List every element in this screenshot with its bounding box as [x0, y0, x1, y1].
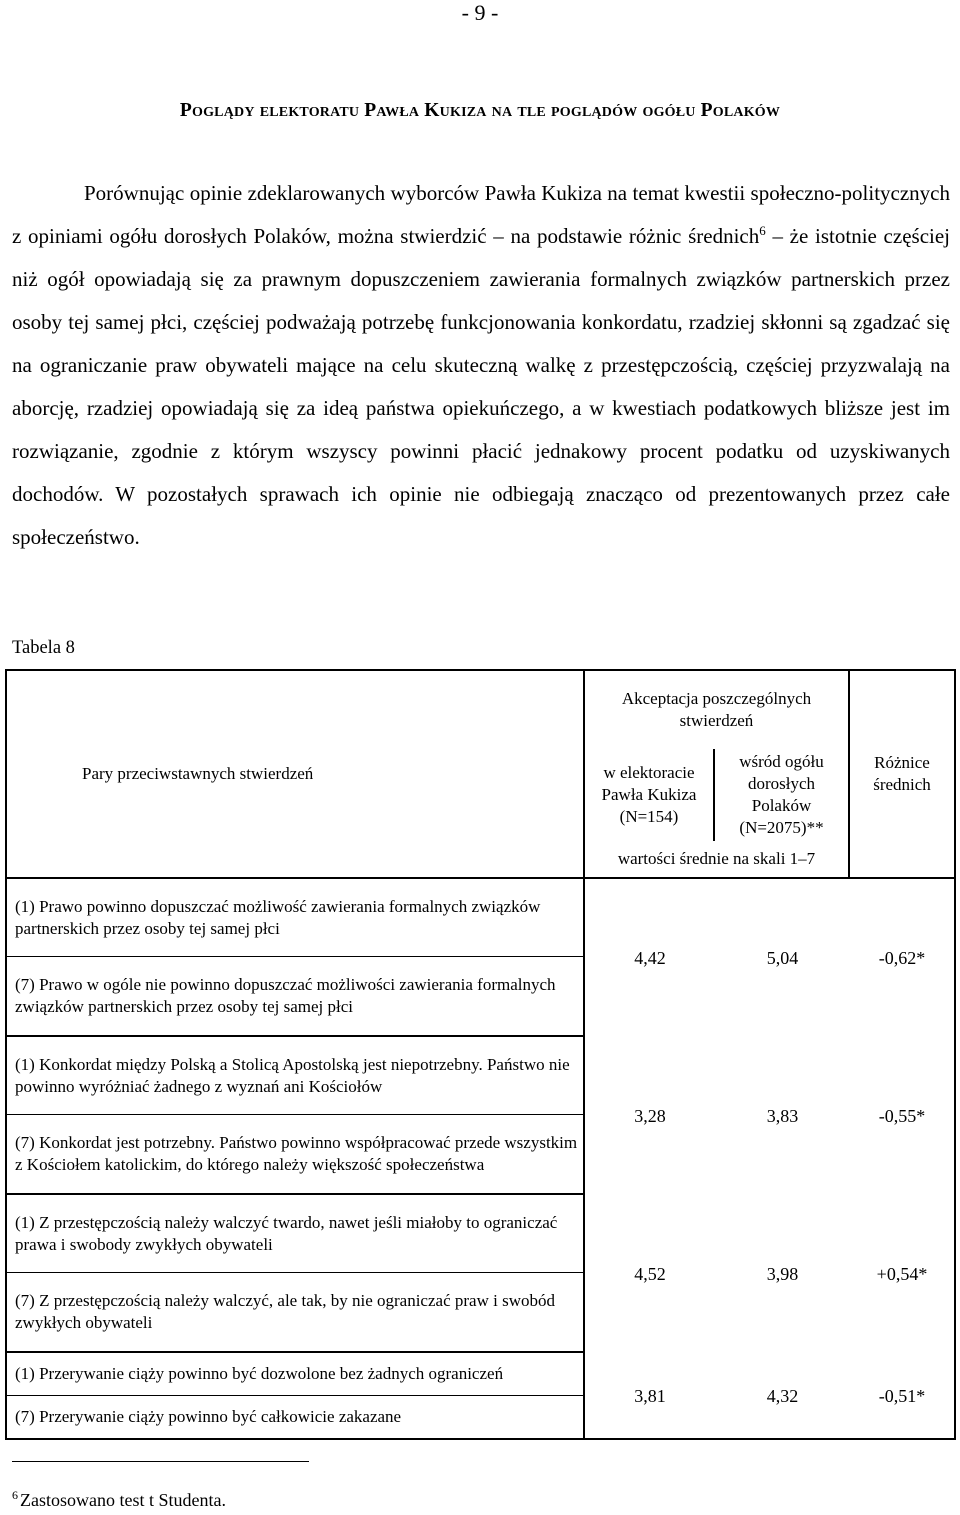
statement-1: (1) Z przestępczością należy walczyć twardo, nawet jeśli miałoby to ograniczać prawa i swobody zwykłych obywateli — [7, 1195, 585, 1273]
page-number: - 9 - — [461, 0, 499, 25]
value-difference: -0,62* — [878, 948, 926, 969]
header-acceptance: Akceptacja poszczególnych stwierdzeń — [585, 671, 850, 749]
value-all: 5,04 — [766, 948, 799, 969]
statement-7: (7) Z przestępczością należy walczyć, ale tak, by nie ograniczać praw i swobód zwykłych obywateli — [7, 1273, 585, 1353]
intro-text-part2: – że istotnie częściej niż ogół opowiadają się za prawnym dopuszczeniem zawierania formalnych związków partnerskich przez osoby tej samej płci, częściej podważają potrzebę funkcjonowania konkordatu, rzadziej skłonni są zgadzać się na ograniczanie praw obywateli mające na celu skuteczną walkę z przestępczością, częściej przyzwalają na aborcję, rzadziej opowiadają się za ideą państwa opiekuńczego, a w kwestiach podatkowych bliższe jest im rozwiązanie, zgodnie z którym wszyscy powinni płacić jednakowy procent podatku od uzyskiwanych dochodów. W pozostałych sprawach ich opinie nie odbiegają znacząco od prezentowanych przez całe społeczeństwo. — [12, 224, 951, 549]
value-kukiz: 4,42 — [634, 948, 666, 969]
table-row — [7, 879, 954, 957]
statement-1: (1) Przerywanie ciąży powinno być dozwolone bez żadnych ograniczeń — [7, 1353, 585, 1396]
value-all: 3,98 — [766, 1264, 799, 1285]
statement-1: (1) Konkordat między Polską a Stolicą Apostolską jest niepotrzebny. Państwo nie powinno wyróżniać żadnego z wyznań ani Kościołów — [7, 1037, 585, 1115]
intro-text-part1: Porównując opinie zdeklarowanych wyborców Pawła Kukiza na temat kwestii społeczno-politycznych z opiniami ogółu dorosłych Polaków, można stwierdzić – na podstawie różnic średnich — [12, 181, 950, 248]
value-all: 4,32 — [766, 1385, 799, 1406]
value-all: 3,83 — [766, 1106, 799, 1127]
value-difference: -0,55* — [878, 1106, 926, 1127]
header-pairs: Pary przeciwstawnych stwierdzeń — [7, 671, 585, 879]
table-row — [7, 1037, 954, 1115]
table-row — [7, 1195, 954, 1273]
value-kukiz: 3,81 — [634, 1385, 666, 1406]
footnote — [12, 1490, 226, 1511]
footnote-text: Zastosowano test t Studenta. — [20, 1490, 226, 1510]
comparison-table — [5, 669, 956, 1440]
footnote-number: 6 — [12, 1488, 18, 1502]
value-kukiz: 3,28 — [634, 1106, 666, 1127]
statement-7: (7) Prawo w ogóle nie powinno dopuszczać możliwości zawierania formalnych związków partnerskich przez osoby tej samej płci — [7, 957, 585, 1037]
table-header-row — [7, 671, 954, 749]
footnote-reference: 6 — [759, 223, 766, 238]
statement-1: (1) Prawo powinno dopuszczać możliwość zawierania formalnych związków partnerskich przez osoby tej samej płci — [7, 879, 585, 957]
intro-paragraph — [12, 172, 950, 559]
header-kukiz-electorate: w elektoracie Pawła Kukiza (N=154) — [585, 749, 715, 841]
section-heading: Poglądy elektoratu Pawła Kukiza na tle poglądów ogółu Polaków — [179, 100, 781, 121]
value-difference: -0,51* — [878, 1385, 926, 1406]
header-all-adults: wśród ogółu dorosłych Polaków (N=2075)** — [715, 749, 850, 841]
header-differences: Różnice średnich — [850, 671, 954, 879]
footnote-divider — [12, 1461, 309, 1462]
value-kukiz: 4,52 — [634, 1264, 666, 1285]
table-caption: Tabela 8 — [12, 638, 75, 658]
value-difference: +0,54* — [876, 1264, 928, 1285]
table-container — [5, 669, 956, 1440]
header-scale: wartości średnie na skali 1–7 — [585, 841, 850, 879]
statement-7: (7) Konkordat jest potrzebny. Państwo powinno współpracować przede wszystkim z Kościołem katolickim, do którego należy większość społeczeństwa — [7, 1115, 585, 1195]
table-row — [7, 1353, 954, 1396]
statement-7: (7) Przerywanie ciąży powinno być całkowicie zakazane — [7, 1396, 585, 1438]
